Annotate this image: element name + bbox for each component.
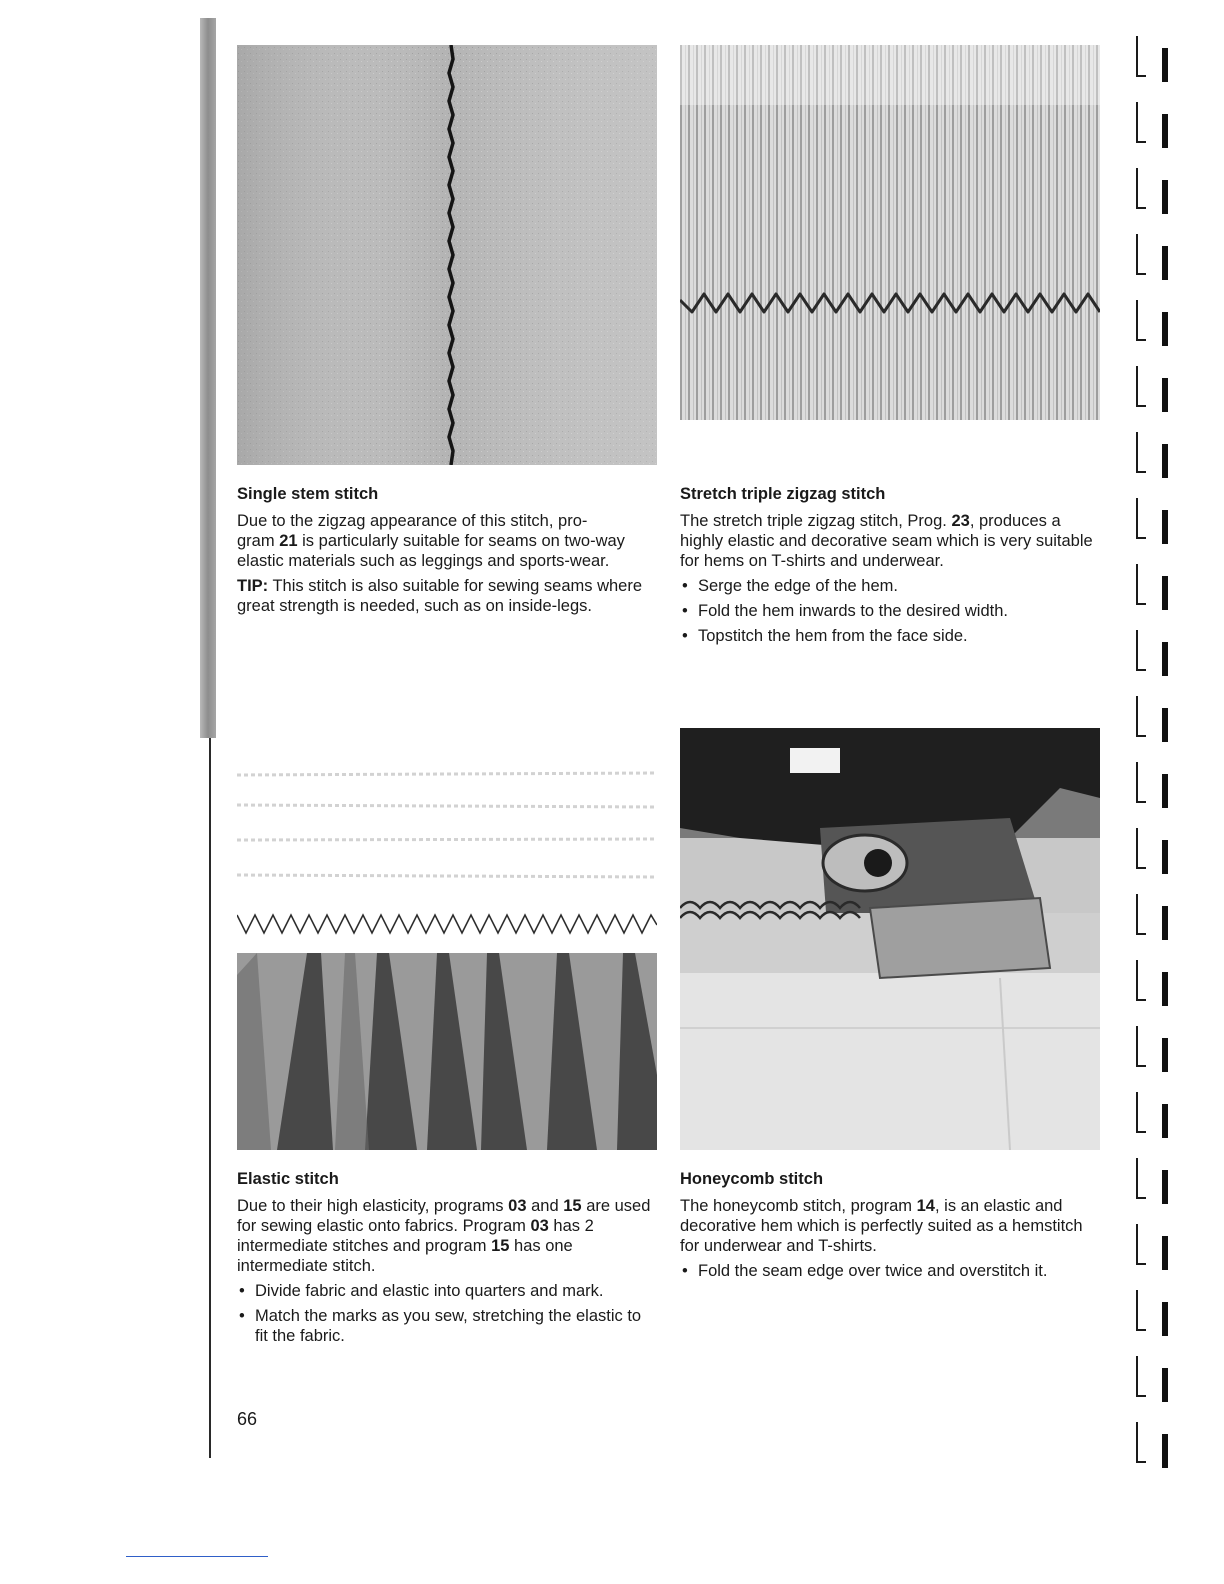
tip-label: TIP: [237, 577, 269, 595]
elastic-stitch-photo [237, 745, 657, 1150]
list-item: • Fold the hem inwards to the desired width. [680, 601, 1100, 621]
elastic-stitch-section [237, 1169, 657, 1351]
honeycomb-stitch-steps [680, 1261, 1100, 1281]
stretch-triple-zigzag-title: Stretch triple zigzag stitch [680, 485, 886, 503]
program-number: 03 [530, 1217, 549, 1235]
left-margin-rule [200, 18, 216, 1458]
desc-part: is particularly suitable for seams on two-way elastic materials such as leggings and sports-wear. [237, 532, 625, 570]
list-item: • Topstitch the hem from the face side. [680, 626, 1100, 646]
program-number: 23 [951, 512, 970, 530]
list-item: • Fold the seam edge over twice and overstitch it. [680, 1261, 1100, 1281]
spiral-binding-decoration [1124, 0, 1184, 1584]
honeycomb-stitch-photo [680, 728, 1100, 1150]
desc-part: gram [237, 532, 275, 550]
list-item: • Serge the edge of the hem. [680, 576, 1100, 596]
list-item: • Divide fabric and elastic into quarters and mark. [237, 1281, 657, 1301]
stretch-triple-zigzag-steps [680, 576, 1100, 646]
footer-underline [126, 1556, 268, 1557]
program-number: 14 [916, 1197, 935, 1215]
stretch-triple-zigzag-description [680, 511, 1100, 571]
single-stem-stitch-tip [237, 576, 657, 616]
desc-part: and [531, 1197, 559, 1215]
elastic-stitch-steps [237, 1281, 657, 1346]
tip-text: This stitch is also suitable for sewing seams where great strength is needed, such as on inside-legs. [237, 577, 643, 615]
desc-part: has 2 intermediate stitches and program [237, 1217, 594, 1255]
stretch-triple-zigzag-photo [680, 45, 1100, 420]
honeycomb-stitch-title: Honeycomb stitch [680, 1170, 824, 1188]
desc-part: , produces a highly elastic and decorative seam which is very suitable for hems on T-shirts and underwear. [680, 512, 1093, 570]
single-stem-stitch-photo [237, 45, 657, 465]
single-stem-stitch-description [237, 511, 657, 571]
program-number: 15 [491, 1237, 510, 1255]
single-stem-stitch-title: Single stem stitch [237, 485, 379, 503]
desc-part: Due to their high elasticity, programs [237, 1197, 504, 1215]
honeycomb-stitch-description [680, 1196, 1100, 1256]
stretch-triple-zigzag-section [680, 484, 1100, 651]
elastic-stitch-title: Elastic stitch [237, 1170, 339, 1188]
elastic-stitch-description [237, 1196, 657, 1276]
desc-part: Due to the zigzag appearance of this stitch, pro- [237, 512, 588, 530]
desc-part: The honeycomb stitch, program [680, 1197, 913, 1215]
program-number: 03 [508, 1197, 527, 1215]
desc-part: , is an elastic and decorative hem which is perfectly suited as a hemstitch for underwear and T-shirts. [680, 1197, 1083, 1255]
page-number: 66 [237, 1409, 258, 1429]
program-number: 15 [563, 1197, 582, 1215]
honeycomb-stitch-section [680, 1169, 1100, 1286]
single-stem-stitch-section [237, 484, 657, 621]
list-item: • Match the marks as you sew, stretching the elastic to fit the fabric. [237, 1306, 657, 1346]
desc-part: has one intermediate stitch. [237, 1237, 573, 1275]
program-number: 21 [279, 532, 298, 550]
desc-part: are used for sewing elastic onto fabrics. Program [237, 1197, 651, 1235]
desc-part: The stretch triple zigzag stitch, Prog. [680, 512, 947, 530]
